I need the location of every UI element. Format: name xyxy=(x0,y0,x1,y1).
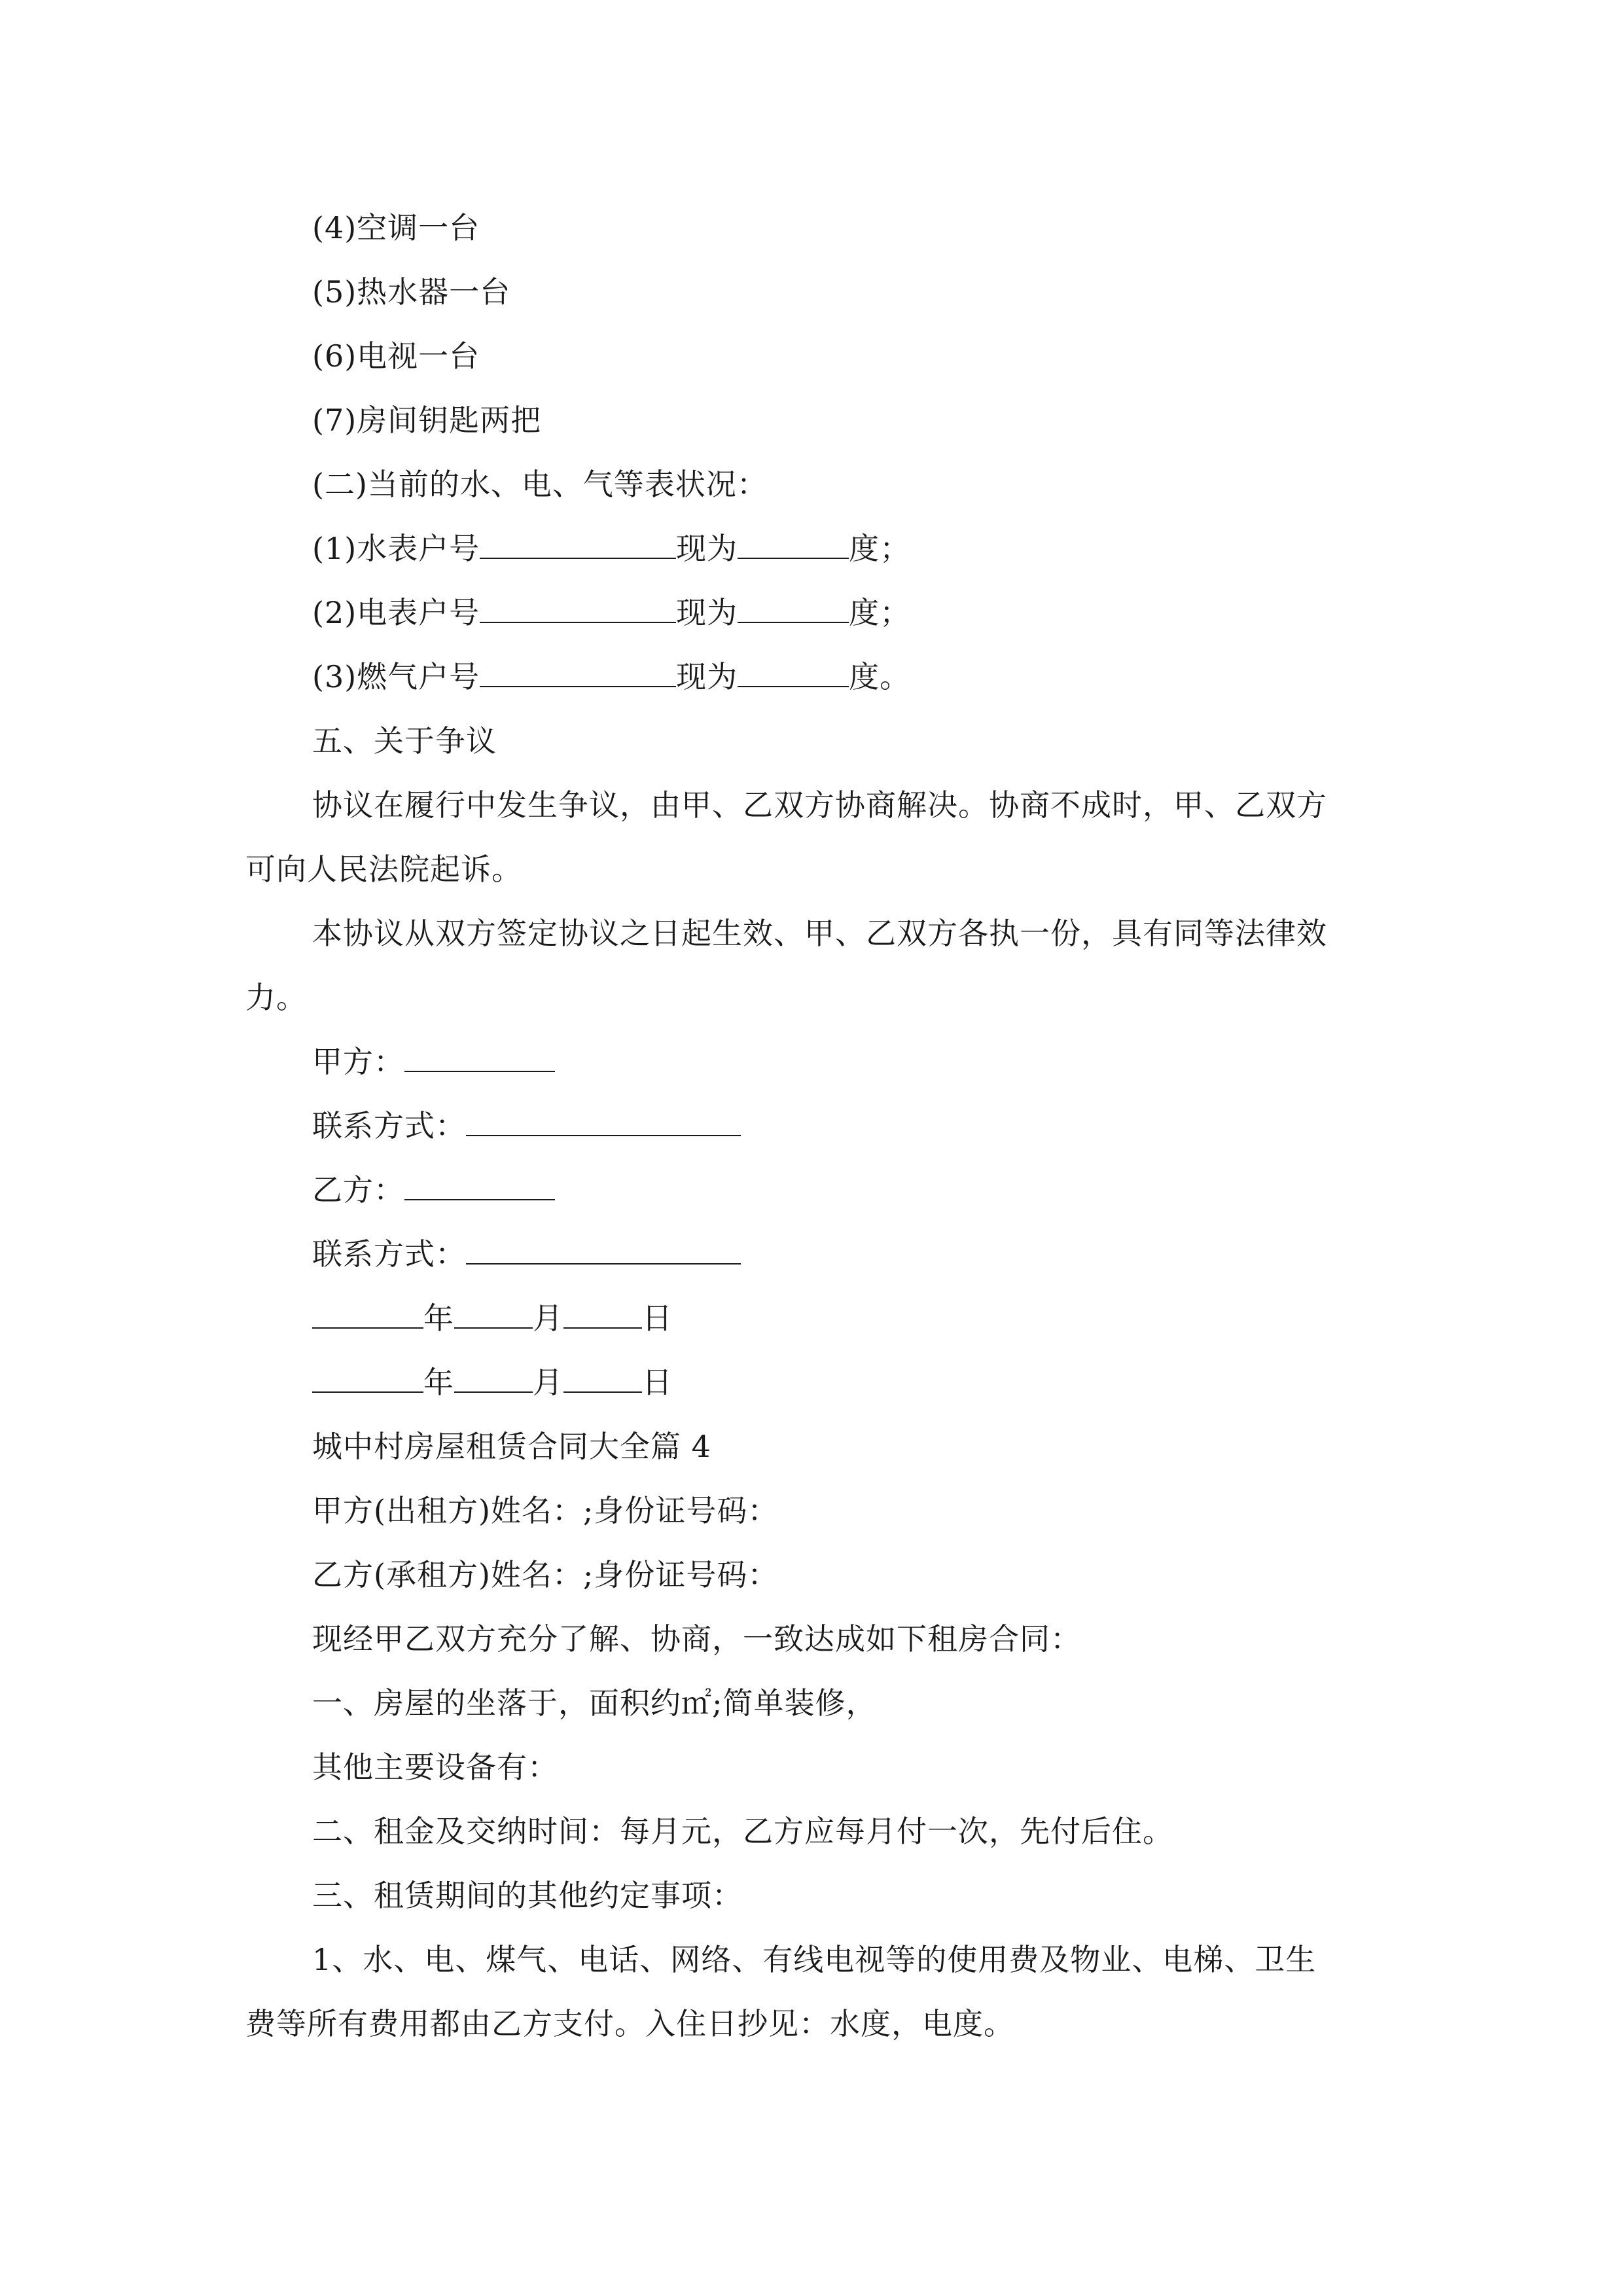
party-a-label: 甲方： xyxy=(312,1044,404,1079)
gas-unit: 度。 xyxy=(849,659,911,694)
effect-paragraph-line1: 本协议从双方签定协议之日起生效、甲、乙双方各执一份，具有同等法律效 xyxy=(312,916,1327,951)
day-blank xyxy=(563,1299,642,1329)
party-a-contact-line xyxy=(312,1106,741,1145)
year-label: 年 xyxy=(423,1365,454,1400)
lessor-info: 甲方(出租方)姓名：;身份证号码： xyxy=(312,1493,779,1528)
party-b-blank xyxy=(404,1170,555,1200)
clause-3-heading: 三、租赁期间的其他约定事项： xyxy=(312,1878,743,1913)
electric-account-blank xyxy=(480,593,676,623)
date-line-2 xyxy=(312,1363,673,1402)
item-tv: (6)电视一台 xyxy=(312,338,480,374)
contract-intro: 现经甲乙双方充分了解、协商，一致达成如下租房合同： xyxy=(312,1621,1081,1657)
electric-meter-line xyxy=(312,593,910,632)
dispute-paragraph-line2: 可向人民法院起诉。 xyxy=(245,852,522,887)
clause-1-equipment: 其他主要设备有： xyxy=(312,1749,558,1785)
gas-meter-label: (3)燃气户号 xyxy=(312,659,480,694)
effect-paragraph-line2: 力。 xyxy=(245,980,307,1015)
item-keys: (7)房间钥匙两把 xyxy=(312,403,542,438)
meters-heading: (二)当前的水、电、气等表状况： xyxy=(312,467,768,502)
clause-3-1-line1: 1、水、电、煤气、电话、网络、有线电视等的使用费及物业、电梯、卫生 xyxy=(312,1942,1317,1977)
month-blank xyxy=(454,1363,533,1393)
clause-2-rent: 二、租金及交纳时间：每月元，乙方应每月付一次，先付后住。 xyxy=(312,1814,1173,1849)
electric-reading-blank xyxy=(738,593,849,623)
dispute-paragraph-line1: 协议在履行中发生争议，由甲、乙双方协商解决。协商不成时，甲、乙双方 xyxy=(312,787,1327,823)
day-label: 日 xyxy=(642,1300,673,1336)
party-b-contact-blank xyxy=(466,1234,741,1265)
clause-3-1-line2: 费等所有费用都由乙方支付。入住日抄见：水度，电度。 xyxy=(245,2006,1014,2041)
lessee-info: 乙方(承租方)姓名：;身份证号码： xyxy=(312,1557,779,1592)
party-a-contact-blank xyxy=(466,1106,741,1136)
gas-account-blank xyxy=(480,657,676,687)
party-b-signature-line xyxy=(312,1170,555,1210)
water-now-label: 现为 xyxy=(676,531,738,566)
item-air-conditioner: (4)空调一台 xyxy=(312,210,480,245)
day-label: 日 xyxy=(642,1365,673,1400)
gas-meter-line xyxy=(312,657,910,696)
water-account-blank xyxy=(480,529,676,559)
gas-reading-blank xyxy=(738,657,849,687)
water-meter-line xyxy=(312,529,910,568)
item-water-heater: (5)热水器一台 xyxy=(312,274,511,310)
month-blank xyxy=(454,1299,533,1329)
party-b-label: 乙方： xyxy=(312,1172,404,1208)
water-reading-blank xyxy=(738,529,849,559)
water-unit: 度； xyxy=(849,531,911,566)
gas-now-label: 现为 xyxy=(676,659,738,694)
year-label: 年 xyxy=(423,1300,454,1336)
electric-now-label: 现为 xyxy=(676,595,738,630)
clause-1-location: 一、房屋的坐落于，面积约㎡;简单装修， xyxy=(312,1685,877,1721)
electric-unit: 度； xyxy=(849,595,911,630)
year-blank xyxy=(312,1363,423,1393)
electric-meter-label: (2)电表户号 xyxy=(312,595,480,630)
party-a-contact-label: 联系方式： xyxy=(312,1108,466,1143)
party-a-blank xyxy=(404,1042,555,1072)
day-blank xyxy=(563,1363,642,1393)
contract4-title: 城中村房屋租赁合同大全篇 4 xyxy=(312,1429,711,1464)
water-meter-label: (1)水表户号 xyxy=(312,531,480,566)
month-label: 月 xyxy=(533,1365,563,1400)
month-label: 月 xyxy=(533,1300,563,1336)
year-blank xyxy=(312,1299,423,1329)
party-b-contact-line xyxy=(312,1234,741,1274)
date-line-1 xyxy=(312,1299,673,1338)
dispute-heading: 五、关于争议 xyxy=(312,723,497,759)
party-a-signature-line xyxy=(312,1042,555,1081)
party-b-contact-label: 联系方式： xyxy=(312,1236,466,1272)
